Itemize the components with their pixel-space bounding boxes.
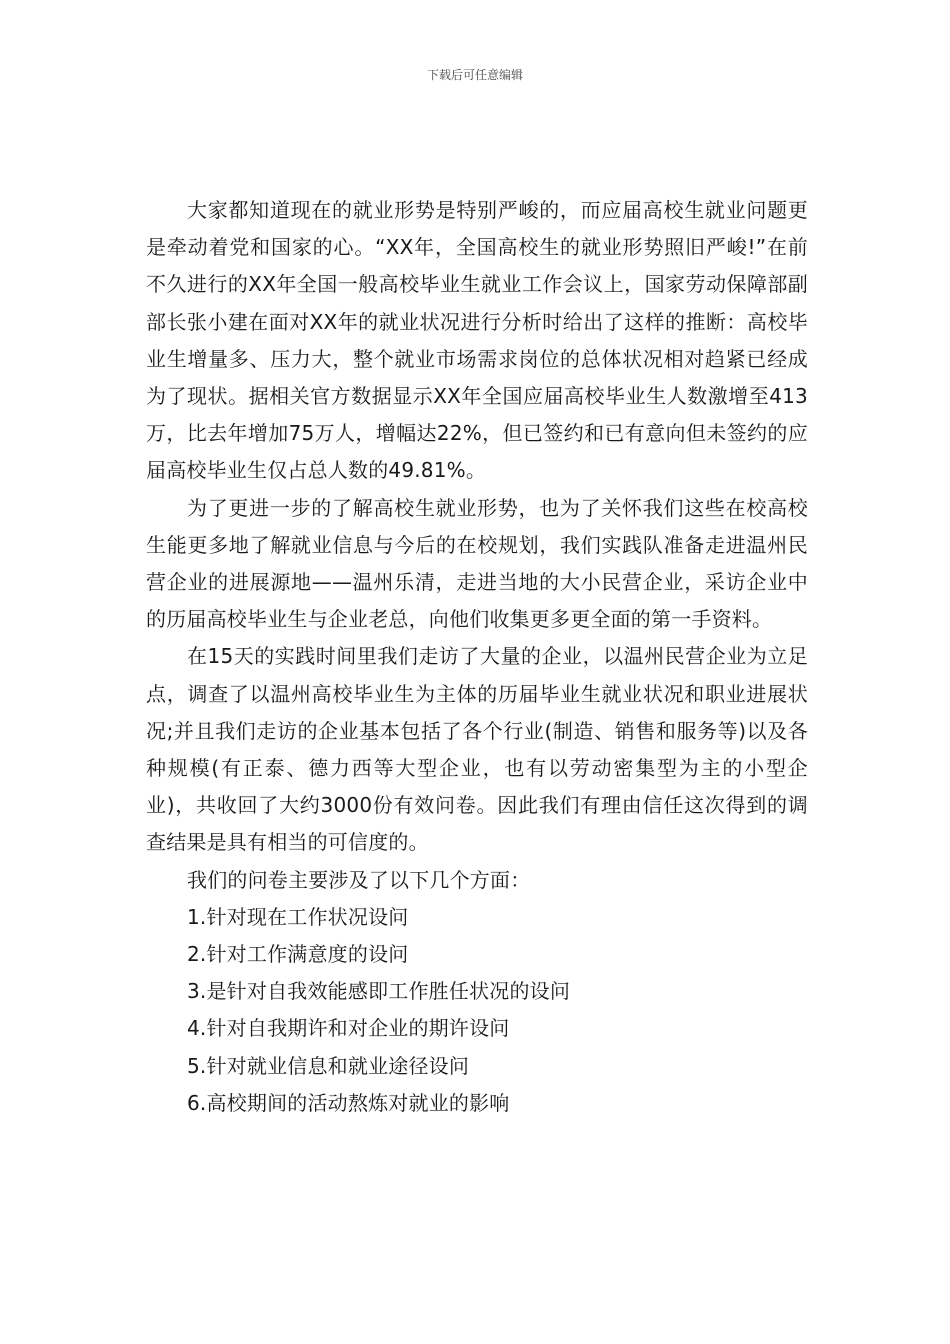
questionnaire-list-item: 1.针对现在工作状况设问 xyxy=(187,904,409,929)
questionnaire-list-item: 4.针对自我期许和对企业的期许设问 xyxy=(187,1016,510,1041)
questionnaire-list-item: 6.高校期间的活动熬炼对就业的影响 xyxy=(187,1090,510,1115)
questionnaire-list-item: 5.针对就业信息和就业途径设问 xyxy=(187,1053,470,1078)
questionnaire-list-item: 3.是针对自我效能感即工作胜任状况的设问 xyxy=(187,979,571,1004)
paragraph-employment-situation: 大家都知道现在的就业形势是特别严峻的，而应届高校生就业问题更是牵动着党和国家的心。“XX年，全国高校生的就业形势照旧严峻!”在前不久进行的XX年全国一般高校毕业生就业工作会议上，国家劳动保障部副部长张小建在面对XX年的就业状况进行分析时给出了这样的推断：高校毕业生增量多、压力大，整个就业市场需求岗位的总体状况相对趋紧已经成为了现状。据相关官方数据显示XX年全国应届高校毕业生人数激增至413万，比去年增加75万人，增幅达22%，但已签约和已有意向但未签约的应届高校毕业生仅占总人数的49.81%。 xyxy=(146,198,808,483)
questionnaire-list-item: 2.针对工作满意度的设问 xyxy=(187,942,409,967)
document-body xyxy=(146,192,808,1122)
paragraph-survey-scope: 在15天的实践时间里我们走访了大量的企业，以温州民营企业为立足点，调查了以温州高校毕业生为主体的历届毕业生就业状况和职业进展状况;并且我们走访的企业基本包括了各个行业(制造、销售和服务等)以及各种规模(有正泰、德力西等大型企业，也有以劳动密集型为主的小型企业)，共收回了大约3000份有效问卷。因此我们有理由信任这次得到的调查结果是具有相当的可信度的。 xyxy=(146,644,808,855)
questionnaire-list-intro: 我们的问卷主要涉及了以下几个方面： xyxy=(187,867,531,892)
page-header: 下载后可任意编辑 xyxy=(426,68,523,82)
paragraph-practice-team-plan: 为了更进一步的了解高校生就业形势，也为了关怀我们这些在校高校生能更多地了解就业信息与今后的在校规划，我们实践队准备走进温州民营企业的进展源地——温州乐清，走进当地的大小民营企业，采访企业中的历届高校毕业生与企业老总，向他们收集更多更全面的第一手资料。 xyxy=(146,495,808,632)
